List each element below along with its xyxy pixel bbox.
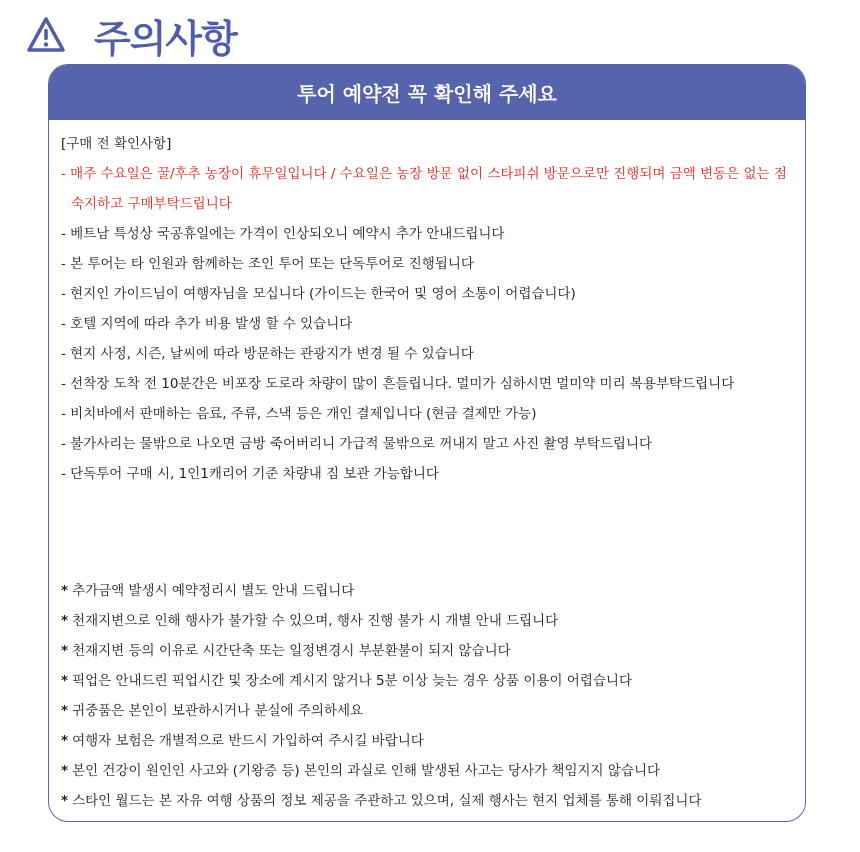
note-marker: * [61, 733, 69, 749]
note-item [61, 761, 799, 781]
section-title: [구매 전 확인사항] [61, 136, 172, 152]
note-marker: * [61, 763, 69, 779]
note-item [61, 641, 799, 661]
info-item: - 선착장 도착 전 10분간은 비포장 도로라 차량이 많이 흔들립니다. 멀미가 심하시면 멀미약 미리 복용부탁드립니다 [61, 376, 735, 392]
note-text: 천재지변으로 인해 행사가 불가할 수 있으며, 행사 진행 불가 시 개별 안내 드립니다 [72, 613, 559, 629]
note-text: 스타인 월드는 본 자유 여행 상품의 정보 제공을 주관하고 있으며, 실제 행사는 현지 업체를 통해 이뤄집니다 [72, 793, 702, 809]
note-marker: * [61, 643, 69, 659]
notice-card [48, 64, 806, 822]
note-marker: * [61, 613, 69, 629]
info-item: - 베트남 특성상 국공휴일에는 가격이 인상되오니 예약시 추가 안내드립니다 [61, 226, 505, 242]
wednesday-warning [61, 164, 795, 214]
note-item [61, 611, 799, 631]
warning-line-2: 숙지하고 구매부탁드립니다 [71, 196, 232, 212]
note-text: 본인 건강이 원인인 사고와 (기왕증 등) 본인의 과실로 인해 발생된 사고는 당사가 책임지지 않습니다 [72, 763, 661, 779]
note-item [61, 671, 799, 691]
card-header: 투어 예약전 꼭 확인해 주세요 [49, 65, 805, 120]
info-item: - 현지 사정, 시즌, 날씨에 따라 방문하는 관광지가 변경 될 수 있습니다 [61, 346, 474, 362]
note-text: 천재지변 등의 이유로 시간단축 또는 일정변경시 부분환불이 되지 않습니다 [72, 643, 511, 659]
warning-triangle-icon [26, 15, 66, 55]
note-marker: * [61, 583, 69, 599]
note-marker: * [61, 793, 69, 809]
note-text: 픽업은 안내드린 픽업시간 및 장소에 계시지 않거나 5분 이상 늦는 경우 상품 이용이 어렵습니다 [72, 673, 632, 689]
warning-line-1: - 매주 수요일은 꿀/후추 농장이 휴무일입니다 / 수요일은 농장 방문 없이 스타피쉬 방문으로만 진행되며 금액 변동은 없는 점 [61, 166, 787, 182]
info-item: - 단독투어 구매 시, 1인1캐리어 기준 차량내 짐 보관 가능합니다 [61, 466, 439, 482]
info-item: - 현지인 가이드님이 여행자님을 모십니다 (가이드는 한국어 및 영어 소통이 어렵습니다) [61, 286, 576, 302]
info-item: - 호텔 지역에 따라 추가 비용 발생 할 수 있습니다 [61, 316, 353, 332]
info-item: - 불가사리는 물밖으로 나오면 금방 죽어버리니 가급적 물밖으로 꺼내지 말고 사진 촬영 부탁드립니다 [61, 436, 653, 452]
note-item [61, 791, 799, 811]
note-marker: * [61, 703, 69, 719]
note-text: 추가금액 발생시 예약정리시 별도 안내 드립니다 [72, 583, 355, 599]
note-item [61, 701, 799, 721]
page-header [26, 10, 237, 60]
info-item: - 본 투어는 타 인원과 함께하는 조인 투어 또는 단독투어로 진행됩니다 [61, 256, 474, 272]
note-text: 여행자 보험은 개별적으로 반드시 가입하여 주시길 바랍니다 [72, 733, 424, 749]
info-list [61, 224, 795, 484]
page-title: 주의사항 [94, 16, 237, 61]
note-text: 귀중품은 본인이 보관하시거나 분실에 주의하세요 [72, 703, 364, 719]
info-item: - 비치바에서 판매하는 음료, 주류, 스낵 등은 개인 결제입니다 (현금 결제만 가능) [61, 406, 537, 422]
notes-list [61, 581, 799, 821]
note-marker: * [61, 673, 69, 689]
note-item [61, 581, 799, 601]
note-item [61, 731, 799, 751]
card-body [49, 120, 805, 484]
